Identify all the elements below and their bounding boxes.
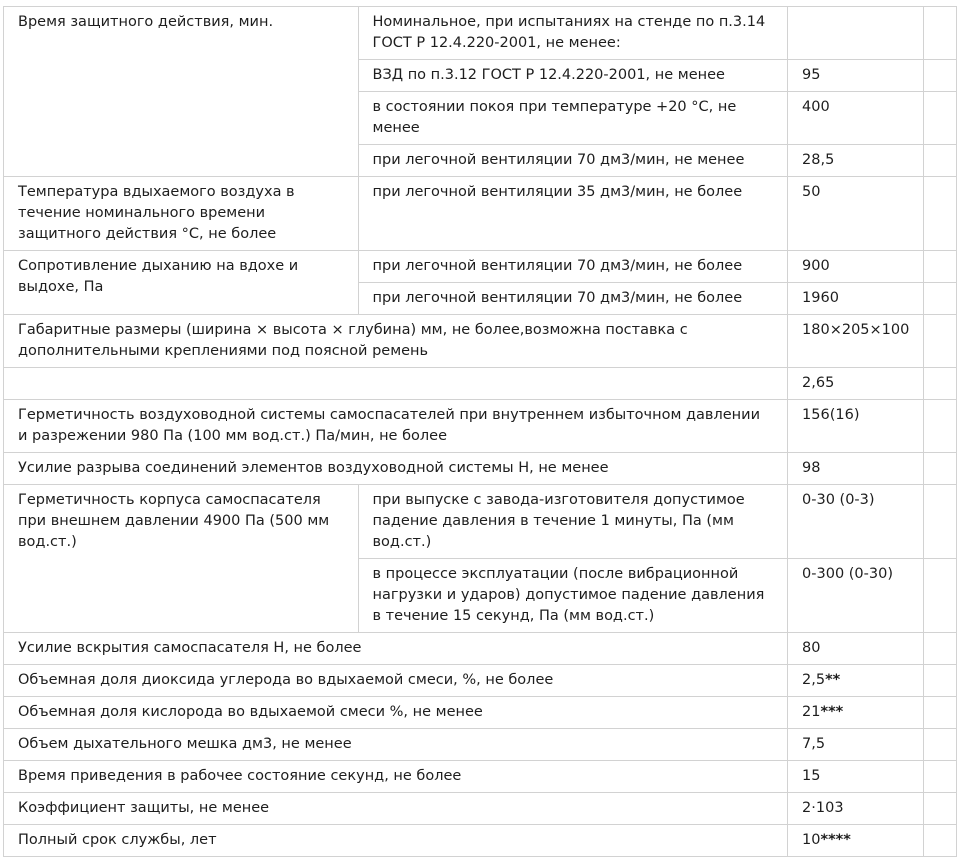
condition-cell: при легочной вентиляции 70 дм3/мин, не более: [358, 251, 788, 283]
footnote-mark: **: [825, 672, 841, 688]
param-cell: Время приведения в рабочее состояние секунд, не более: [4, 761, 788, 793]
table-row: [4, 251, 957, 283]
empty-cell: [924, 485, 957, 559]
param-cell: Сопротивление дыханию на вдохе и выдохе, Па: [4, 251, 359, 315]
value-cell: 50: [788, 177, 924, 251]
empty-cell: [924, 453, 957, 485]
condition-cell: при легочной вентиляции 35 дм3/мин, не более: [358, 177, 788, 251]
condition-cell: при легочной вентиляции 70 дм3/мин, не более: [358, 283, 788, 315]
condition-cell: при выпуске с завода-изготовителя допустимое падение давления в течение 1 минуты, Па (мм вод.ст.): [358, 485, 788, 559]
table-row: [4, 315, 957, 368]
value-cell: [788, 825, 924, 857]
table-row: [4, 665, 957, 697]
value-cell: 0-30 (0-3): [788, 485, 924, 559]
param-cell: Усилие вскрытия самоспасателя Н, не более: [4, 633, 788, 665]
value-cell: 2,65: [788, 368, 924, 400]
value-text: 21: [802, 704, 821, 720]
value-cell: 95: [788, 60, 924, 92]
table-row: [4, 7, 957, 60]
param-cell: Объем дыхательного мешка дм3, не менее: [4, 729, 788, 761]
value-cell: 900: [788, 251, 924, 283]
footnote-mark: ***: [820, 704, 844, 720]
param-cell: Объемная доля диоксида углерода во вдыхаемой смеси, %, не более: [4, 665, 788, 697]
param-cell: Габаритные размеры (ширина × высота × глубина) мм, не более,возможна поставка с дополнительными креплениями под поясной ремень: [4, 315, 788, 368]
empty-cell: [924, 729, 957, 761]
value-text: 2,5: [802, 672, 826, 688]
empty-cell: [924, 7, 957, 60]
table-row: [4, 793, 957, 825]
value-cell: 180×205×100: [788, 315, 924, 368]
table-row: [4, 400, 957, 453]
table-row: [4, 633, 957, 665]
empty-cell: [924, 793, 957, 825]
spec-table: [3, 6, 957, 857]
table-row: [4, 485, 957, 559]
param-cell: Температура вдыхаемого воздуха в течение номинального времени защитного действия °С, не более: [4, 177, 359, 251]
value-cell: [788, 7, 924, 60]
empty-cell: [924, 177, 957, 251]
value-text: 10: [802, 832, 821, 848]
table-row: [4, 368, 957, 400]
table-row: [4, 697, 957, 729]
empty-cell: [924, 145, 957, 177]
empty-cell: [924, 825, 957, 857]
empty-cell: [924, 251, 957, 283]
empty-cell: [924, 761, 957, 793]
value-cell: 80: [788, 633, 924, 665]
condition-cell: ВЗД по п.3.12 ГОСТ Р 12.4.220-2001, не менее: [358, 60, 788, 92]
footnote-mark: ****: [820, 832, 851, 848]
empty-cell: [924, 697, 957, 729]
param-cell: Герметичность воздуховодной системы самоспасателей при внутреннем избыточном давлении и разрежении 980 Па (100 мм вод.ст.) Па/мин, не более: [4, 400, 788, 453]
condition-cell: Номинальное, при испытаниях на стенде по п.3.14 ГОСТ Р 12.4.220-2001, не менее:: [358, 7, 788, 60]
value-cell: 156(16): [788, 400, 924, 453]
param-cell: Время защитного действия, мин.: [4, 7, 359, 177]
param-cell: Герметичность корпуса самоспасателя при внешнем давлении 4900 Па (500 мм вод.ст.): [4, 485, 359, 633]
value-cell: 400: [788, 92, 924, 145]
empty-cell: [924, 633, 957, 665]
value-cell: 28,5: [788, 145, 924, 177]
value-cell: 1960: [788, 283, 924, 315]
empty-cell: [924, 665, 957, 697]
param-cell: Коэффициент защиты, не менее: [4, 793, 788, 825]
value-cell: 7,5: [788, 729, 924, 761]
value-cell: [788, 697, 924, 729]
table-row: [4, 729, 957, 761]
empty-cell: [924, 283, 957, 315]
empty-cell: [924, 60, 957, 92]
condition-cell: в состоянии покоя при температуре +20 °С, не менее: [358, 92, 788, 145]
value-cell: 2·103: [788, 793, 924, 825]
value-cell: 0-300 (0-30): [788, 559, 924, 633]
table-row: [4, 761, 957, 793]
condition-cell: в процессе эксплуатации (после вибрационной нагрузки и ударов) допустимое падение давления в течение 15 секунд, Па (мм вод.ст.): [358, 559, 788, 633]
param-cell: Усилие разрыва соединений элементов воздуховодной системы Н, не менее: [4, 453, 788, 485]
table-row: [4, 177, 957, 251]
empty-cell: [924, 92, 957, 145]
param-cell: Полный срок службы, лет: [4, 825, 788, 857]
param-cell: [4, 368, 788, 400]
empty-cell: [924, 559, 957, 633]
param-cell: Объемная доля кислорода во вдыхаемой смеси %, не менее: [4, 697, 788, 729]
value-cell: 15: [788, 761, 924, 793]
table-row: [4, 453, 957, 485]
value-cell: [788, 665, 924, 697]
empty-cell: [924, 315, 957, 368]
value-cell: 98: [788, 453, 924, 485]
table-row: [4, 825, 957, 857]
empty-cell: [924, 400, 957, 453]
condition-cell: при легочной вентиляции 70 дм3/мин, не менее: [358, 145, 788, 177]
empty-cell: [924, 368, 957, 400]
